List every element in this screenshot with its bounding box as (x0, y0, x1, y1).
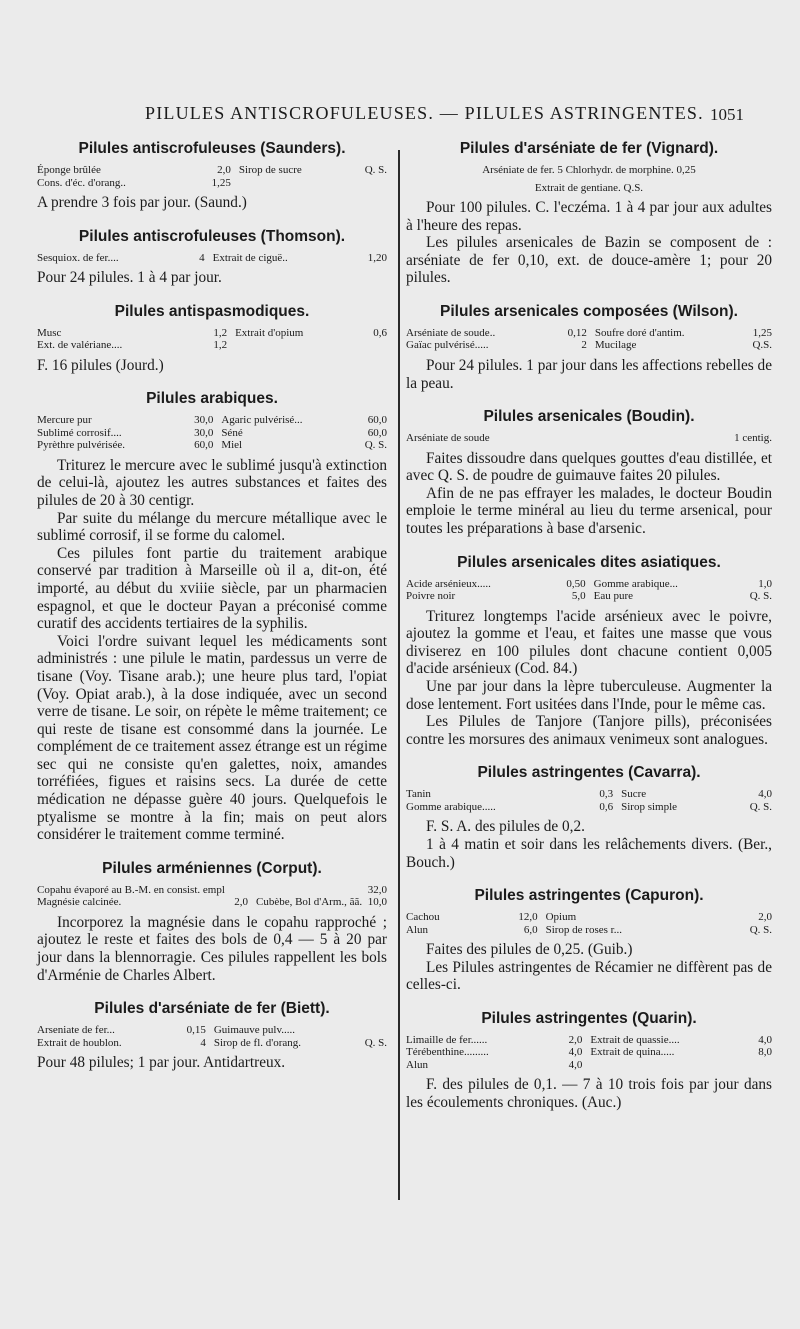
ingredient-name: Gaïac pulvérisé..... (406, 339, 489, 352)
ingredient-table (37, 1024, 387, 1049)
column-divider (398, 150, 400, 1200)
ingredient-row (37, 896, 387, 909)
ingredient-name: Sirop de roses r... (545, 923, 622, 936)
ingredient-name: Musc (37, 326, 62, 339)
ingredient-row (406, 578, 772, 591)
ingredient-row (406, 911, 772, 924)
header-title: PILULES ANTISCROFULEUSES. — PILULES ASTRINGENTES. (145, 103, 704, 123)
ingredient-name: Guimauve pulv..... (213, 1024, 295, 1037)
ingredient-name: Magnésie calcinée. (37, 896, 122, 909)
section-gap (37, 374, 387, 390)
body-paragraph: Pour 48 pilules; 1 par jour. Antidartreux. (37, 1054, 286, 1072)
ingredient-name: Cubèbe, Bol d'Arm., ãã. (255, 896, 363, 909)
body-paragraph: Faites des pilules de 0,25. (Guib.) (426, 941, 633, 959)
running-header (0, 103, 800, 127)
ingredient-qty: 30,0 (194, 426, 214, 439)
ingredient-name: Éponge brûlée (37, 164, 101, 176)
ingredient-qty (233, 884, 256, 897)
ingredient-row (37, 1037, 387, 1050)
body-paragraph: Ces pilules font partie du traitement arabique conservé par tradition à Marseille où il a, dit-on, été importé, au début du xviiie siècle, par un pharmacien espagnol, et que le docteur Payan a préconisé comme curatif des accidents tertiaires de la syphilis. (37, 544, 387, 633)
formula-line: Extrait de gentiane. Q.S. (534, 181, 644, 194)
body-paragraph: Triturez longtemps l'acide arsénieux avec le poivre, ajoutez la gomme et l'eau, et faites une masse que vous diviserez en 100 pilules dont chacune contient 0,005 d'acide arsénieux (Cod. 84.) (406, 607, 772, 678)
body-paragraph: Pour 24 pilules. 1 à 4 par jour. (37, 269, 222, 287)
ingredient-qty: Q. S. (364, 1036, 387, 1049)
section-gap (406, 392, 772, 408)
section-title: Pilules d'arséniate de fer (Biett). (94, 1000, 330, 1018)
ingredient-qty: Q. S. (749, 923, 772, 936)
ingredient-name: Cachou (406, 911, 440, 924)
ingredient-name (256, 884, 367, 897)
ingredient-name: Poivre noir (406, 590, 456, 603)
ingredient-qty: 1,0 (758, 577, 772, 590)
ingredient-name: Alun (406, 1058, 428, 1071)
ingredient-qty: 1 centig. (734, 432, 772, 445)
ingredient-name: Sublimé corrosif.... (37, 426, 122, 439)
body-paragraph: F. des pilules de 0,1. — 7 à 10 trois fois par jour dans les écoulements chroniques. (Auc.) (406, 1076, 772, 1112)
body-paragraph: Pour 24 pilules. 1 par jour dans les affections rebelles de la peau. (406, 356, 772, 392)
ingredient-qty (348, 177, 387, 190)
ingredient-name: Ext. de valériane.... (37, 339, 123, 352)
section-gap (37, 287, 387, 303)
body-paragraph: Afin de ne pas effrayer les malades, le docteur Boudin emploie le terme minéral au lieu du terme arsenical, pour toutes les préparations à base d'arsenic. (406, 484, 772, 538)
section-gap (406, 748, 772, 764)
ingredient-row (406, 432, 772, 445)
ingredient-qty (362, 339, 387, 352)
ingredient-qty: 5,0 (571, 590, 586, 603)
section-title: Pilules arsenicales (Boudin). (483, 408, 695, 426)
ingredient-qty: 8,0 (758, 1046, 772, 1059)
ingredient-qty: 2,0 (758, 911, 772, 924)
ingredient-table (37, 327, 387, 352)
ingredient-qty: 60,0 (194, 439, 214, 452)
section-gap (37, 844, 387, 860)
formula-line: Arséniate de fer. 5 Chlorhydr. de morphine. 0,25 (482, 164, 696, 176)
section-gap (406, 538, 772, 554)
ingredient-name: Sirop simple (621, 800, 678, 813)
ingredient-qty: 32,0 (367, 883, 387, 896)
ingredient-name: Gomme arabique... (593, 577, 678, 590)
ingredient-qty: 4 (200, 1036, 206, 1049)
section-title: Pilules antiscrofuleuses (Thomson). (78, 227, 346, 245)
left-column (37, 140, 387, 1072)
body-paragraph: Voici l'ordre suivant lequel les médicaments sont administrés : une pilule le matin, pardessus un verre de tisane (Voy. Tisane arab.); une heure plus tard, l'opiat (Voy. Opiat arab.), à la dose indiquée, avec un second verre de tisane. Le soir, on répète le même traitement; ce qui reste de tisane est consommé dans la journée. Le complément de ce traitement assez étrange est un régime sec qui ne consiste qu'en galettes, noix, amandes torréfiées, figues et raisins secs. La durée de cette médication ne dépasse guère 40 jours. Quelquefois le ptyalisme se montre à la fin; mais on peut alors considérer le traitement comme terminé. (37, 632, 387, 844)
ingredient-table (406, 327, 772, 352)
ingredient-table (406, 578, 772, 603)
ingredient-qty: 6,0 (523, 923, 538, 936)
ingredient-name: Tanin (406, 788, 431, 801)
section-title: Pilules arsenicales composées (Wilson). (440, 302, 738, 320)
ingredient-name: Extrait de quassie.... (590, 1033, 680, 1046)
ingredient-row (37, 164, 387, 177)
ingredient-name: Eau pure (593, 590, 634, 603)
ingredient-row (37, 252, 387, 265)
ingredient-qty: Q.S. (752, 339, 772, 352)
ingredient-name: Opium (545, 911, 577, 924)
ingredient-table (406, 788, 772, 813)
ingredient-table (406, 432, 772, 445)
ingredient-qty: 2,0 (217, 164, 231, 176)
section-title: Pilules astringentes (Quarin). (481, 1009, 697, 1027)
body-paragraph: Les Pilules astringentes de Récamier ne diffèrent pas de celles-ci. (406, 958, 772, 994)
body-paragraph: Par suite du mélange du mercure métallique avec le sublimé corrosif, il se forme du calomel. (37, 509, 387, 545)
ingredient-name (235, 339, 361, 352)
section-title: Pilules antispasmodiques. (114, 302, 310, 320)
ingredient-qty: 1,20 (367, 251, 387, 264)
ingredient-qty: 60,0 (367, 414, 387, 427)
ingredient-qty: 0,12 (567, 326, 587, 339)
body-paragraph: F. 16 pilules (Jourd.) (37, 356, 164, 374)
ingredient-table (37, 164, 387, 189)
ingredient-qty: 4,0 (758, 788, 772, 801)
section-gap (406, 287, 772, 303)
ingredient-row (406, 339, 772, 352)
body-paragraph: Les pilules arsenicales de Bazin se composent de : arséniate de fer 0,10, ext. de douce-amère 1; pour 20 pilules. (406, 234, 772, 287)
ingredient-name: Arséniate de soude (406, 432, 490, 445)
body-paragraph: Incorporez la magnésie dans le copahu rapproché ; ajoutez le reste et faites des bols de 0,4 — 5 à 20 par jour dans la blennorragie. Ces pilules rappellent les bols d'Arménie de Charles Albert. (37, 913, 387, 984)
body-paragraph: A prendre 3 fois par jour. (Saund.) (37, 194, 247, 211)
ingredient-table (406, 911, 772, 936)
section-gap (406, 871, 772, 887)
ingredient-name: Pyrèthre pulvérisée. (37, 439, 125, 452)
body-paragraph: Les Pilules de Tanjore (Tanjore pills), préconisées contre les morsures des animaux venimeux sont analogues. (406, 713, 772, 748)
ingredient-qty: 2 (581, 339, 587, 352)
ingredient-qty: Q. S. (364, 164, 387, 176)
ingredient-qty: 1,25 (752, 326, 772, 339)
ingredient-qty: 4 (199, 251, 205, 264)
section-title: Pilules antiscrofuleuses (Saunders). (78, 140, 346, 157)
ingredient-row (406, 788, 772, 801)
ingredient-row (406, 327, 772, 340)
ingredient-qty (642, 432, 665, 445)
ingredient-row (406, 801, 772, 814)
ingredient-qty: Q. S. (749, 590, 772, 603)
ingredient-qty: Q. S. (749, 800, 772, 813)
right-column (406, 140, 772, 1112)
ingredient-name: Alun (406, 923, 428, 936)
body-paragraph: Faites dissoudre dans quelques gouttes d'eau distillée, et avec Q. S. de poudre de guimauve faites 20 pilules. (406, 449, 772, 485)
ingredient-name (239, 177, 348, 190)
ingredient-qty: 0,6 (373, 326, 387, 339)
ingredient-row (406, 1059, 772, 1072)
ingredient-name: Extrait de quina..... (590, 1046, 675, 1059)
ingredient-name (590, 1059, 747, 1072)
ingredient-name: Séné (221, 426, 243, 439)
ingredient-qty: 4,0 (758, 1033, 772, 1046)
body-paragraph: Triturez le mercure avec le sublimé jusqu'à extinction de celui-là, ajoutez les autres substances et faites des pilules de 20 à 30 centigr. (37, 456, 387, 509)
ingredient-name: Miel (221, 439, 243, 452)
ingredient-qty: 2,0 (568, 1033, 583, 1046)
ingredient-qty: 30,0 (194, 414, 214, 427)
ingredient-qty: 0,50 (566, 577, 586, 590)
ingredient-qty (748, 1059, 772, 1072)
ingredient-qty: 4,0 (568, 1046, 583, 1059)
ingredient-qty: 4,0 (568, 1058, 583, 1071)
ingredient-table (406, 1034, 772, 1072)
section-title: Pilules astringentes (Cavarra). (477, 764, 701, 782)
ingredient-name: Extrait de houblon. (37, 1036, 122, 1049)
ingredient-table (37, 884, 387, 909)
ingredient-name: Copahu évaporé au B.-M. en consist. empl (37, 883, 225, 896)
ingredient-name: Agaric pulvérisé... (221, 414, 303, 427)
body-paragraph: 1 à 4 matin et soir dans les relâchements divers. (Ber., Bouch.) (406, 835, 772, 871)
ingredient-row (37, 339, 387, 352)
ingredient-row (37, 427, 387, 440)
ingredient-qty: 10,0 (367, 896, 387, 909)
section-title: Pilules arsenicales dites asiatiques. (457, 553, 721, 571)
ingredient-name: Limaille de fer...... (406, 1033, 488, 1046)
section-title: Pilules astringentes (Capuron). (474, 887, 704, 905)
ingredient-name: Sesquiox. de fer.... (37, 251, 119, 264)
body-paragraph: Une par jour dans la lèpre tuberculeuse. Augmenter la dose lentement. Fort usitées dans l'Inde, pour le même cas. (406, 678, 772, 713)
page-number: 1051 (710, 105, 744, 124)
ingredient-qty: Q. S. (364, 439, 387, 452)
body-paragraph: F. S. A. des pilules de 0,2. (426, 818, 585, 836)
ingredient-name: Gomme arabique..... (406, 800, 496, 813)
section-gap (37, 212, 387, 228)
ingredient-row (406, 924, 772, 937)
ingredient-row (37, 414, 387, 427)
ingredient-row (37, 1024, 387, 1037)
ingredient-row (37, 439, 387, 452)
ingredient-name: Sucre (621, 788, 647, 801)
section-gap (406, 994, 772, 1010)
ingredient-name: Sirop de fl. d'orang. (213, 1036, 302, 1049)
ingredient-qty: 12,0 (518, 911, 538, 924)
ingredient-qty: 0,3 (599, 788, 614, 801)
ingredient-table (37, 414, 387, 452)
ingredient-qty: 1,2 (213, 339, 228, 352)
section-title: Pilules d'arséniate de fer (Vignard). (459, 140, 719, 157)
ingredient-qty: 0,15 (186, 1024, 206, 1037)
ingredient-row (37, 177, 387, 190)
section-title: Pilules arabiques. (146, 390, 278, 408)
ingredient-name: Arséniate de soude.. (406, 326, 496, 339)
ingredient-qty: 0,6 (599, 800, 614, 813)
ingredient-row (406, 1046, 772, 1059)
ingredient-name: Cons. d'éc. d'orang.. (37, 176, 126, 189)
ingredient-name: Soufre doré d'antim. (594, 326, 685, 339)
ingredient-name: Mercure pur (37, 414, 92, 427)
ingredient-name: Térébenthine......... (406, 1046, 489, 1059)
ingredient-row (37, 884, 387, 897)
ingredient-row (406, 590, 772, 603)
body-paragraph: Pour 100 pilules. C. l'eczéma. 1 à 4 par jour aux adultes à l'heure des repas. (406, 199, 772, 234)
ingredient-row (406, 1034, 772, 1047)
ingredient-qty (352, 1024, 387, 1037)
ingredient-name: Acide arsénieux..... (406, 577, 491, 590)
ingredient-name: Extrait d'opium (235, 326, 304, 339)
ingredient-name: Extrait de ciguë.. (212, 251, 288, 264)
section-gap (37, 984, 387, 1000)
section-title: Pilules arméniennes (Corput). (102, 859, 322, 877)
ingredient-row (37, 327, 387, 340)
ingredient-table (37, 252, 387, 265)
ingredient-name: Arseniate de fer... (37, 1024, 115, 1037)
ingredient-name: Mucilage (594, 339, 637, 352)
ingredient-qty: 1,25 (211, 176, 231, 189)
ingredient-qty: 1,2 (213, 326, 228, 339)
ingredient-qty: 60,0 (367, 426, 387, 439)
ingredient-qty: 2,0 (234, 896, 248, 909)
ingredient-name: Sirop de sucre (238, 164, 302, 176)
